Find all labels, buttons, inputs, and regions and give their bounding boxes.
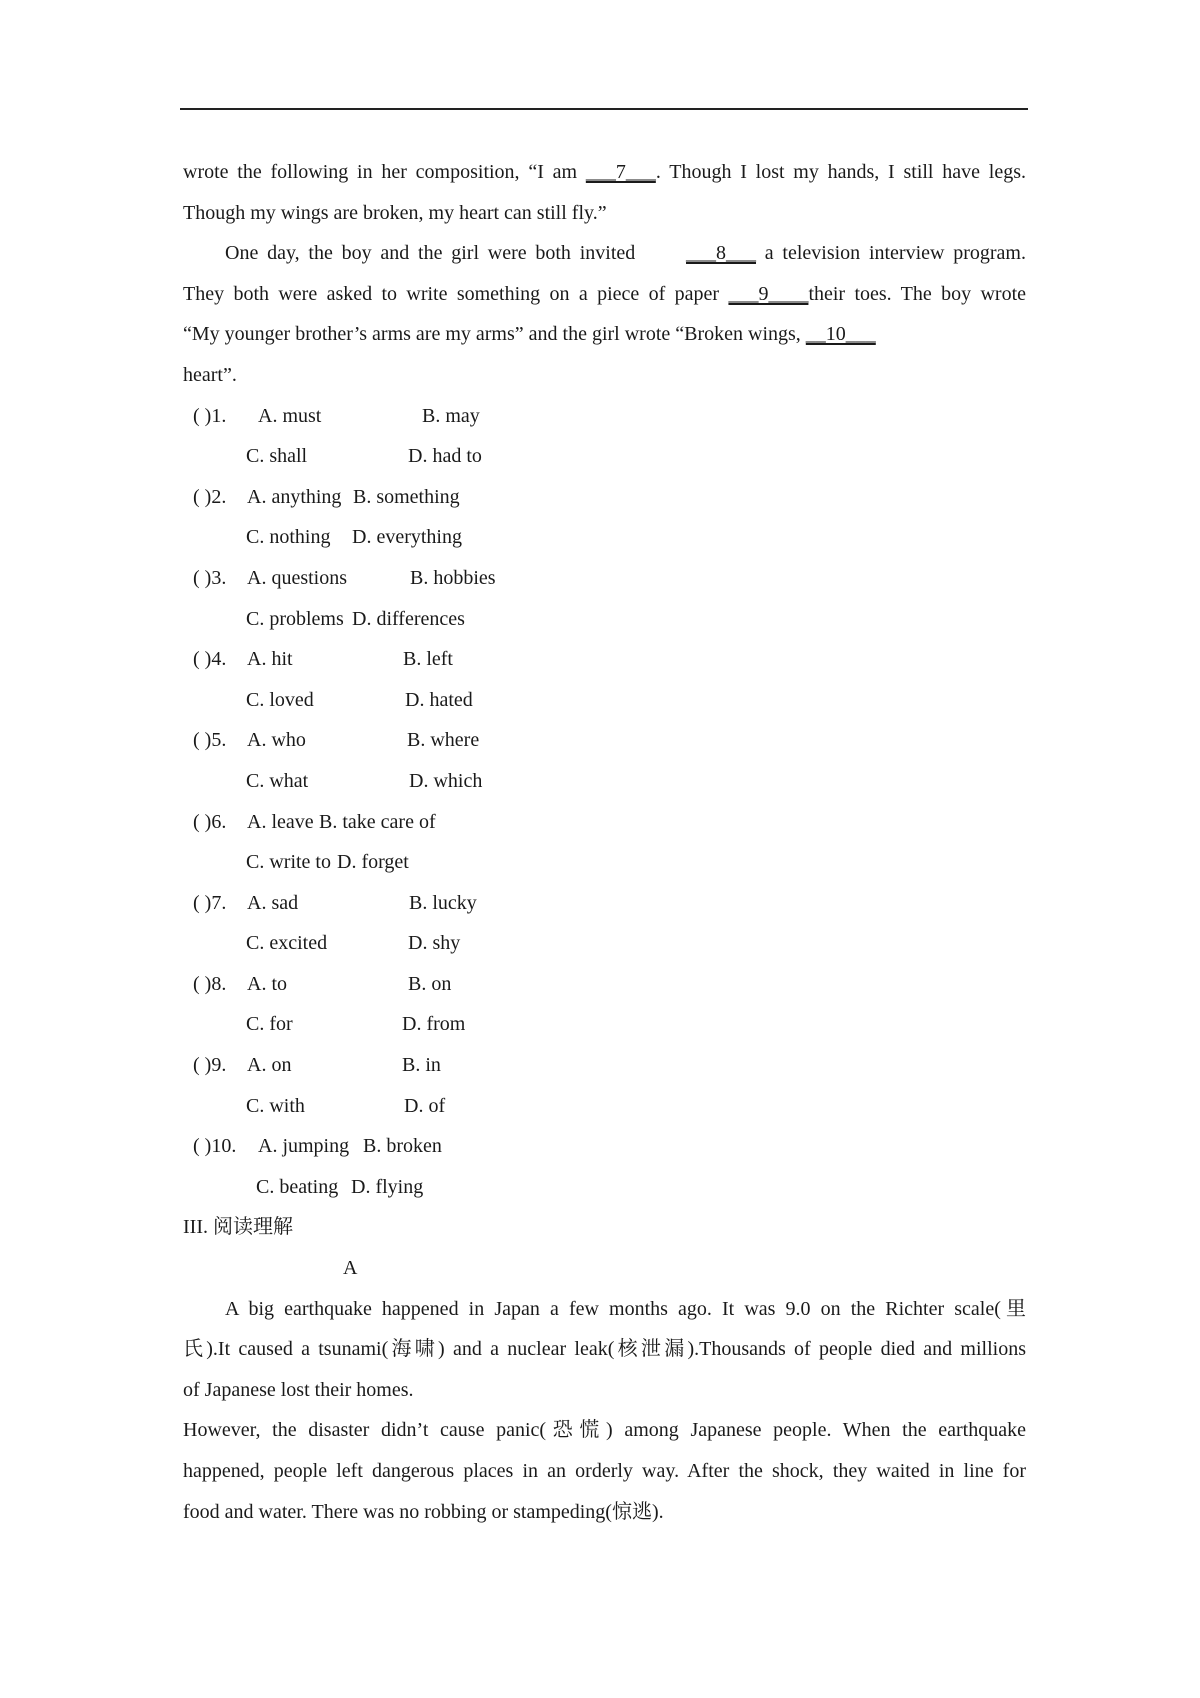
question-row-8 [183,964,1026,1005]
option-c[interactable]: C. write to [246,851,331,874]
passage-line-5: “My younger brother’s arms are my arms” and the girl wrote “Broken wings, __10___ [183,314,1026,355]
option-c[interactable]: C. for [246,1013,293,1036]
question-list [183,396,1026,1208]
option-b[interactable]: B. in [402,1054,441,1077]
option-d[interactable]: D. of [404,1094,446,1117]
passage-line-2: Though my wings are broken, my heart can still fly.” [183,201,607,224]
option-c[interactable]: C. beating [256,1175,339,1198]
question-number[interactable]: ( )9. [193,1054,227,1077]
reading-line-5: happened, people left dangerous places in an orderly way. After the shock, they waited in line for [183,1460,1026,1482]
option-b[interactable]: B. may [422,404,480,427]
question-number[interactable]: ( )10. [193,1135,237,1158]
question-row-5 [183,720,1026,761]
question-row-9 [183,1045,1026,1086]
header-rule [180,108,1028,110]
option-a[interactable]: A. hit [247,648,293,671]
question-number[interactable]: ( )7. [193,891,227,914]
reading-line-2: 氏).It caused a tsunami(海啸) and a nuclear leak(核泄漏).Thousands of people died and millions [183,1338,1026,1361]
option-a[interactable]: A. anything [247,485,342,508]
question-number[interactable]: ( )5. [193,729,227,752]
option-c[interactable]: C. loved [246,688,314,711]
passage-label: A [343,1257,358,1280]
question-row-7-cd [183,923,1026,964]
question-number[interactable]: ( )3. [193,566,227,589]
option-a[interactable]: A. leave [247,810,314,833]
option-a[interactable]: A. questions [247,566,347,589]
option-c[interactable]: C. shall [246,445,308,468]
question-row-4 [183,639,1026,680]
question-row-10 [183,1126,1026,1167]
option-a[interactable]: A. who [247,729,306,752]
question-row-6-cd [183,842,1026,883]
option-a[interactable]: A. to [247,972,287,995]
question-row-5-cd [183,761,1026,802]
question-row-1 [183,396,1026,437]
question-row-8-cd [183,1004,1026,1045]
question-number[interactable]: ( )1. [193,404,227,427]
option-d[interactable]: D. everything [352,526,462,549]
option-b[interactable]: B. broken [363,1135,442,1158]
option-a[interactable]: A. jumping [258,1135,350,1158]
blank-9[interactable]: ___9____ [728,282,809,305]
question-number[interactable]: ( )2. [193,485,227,508]
blank-8[interactable]: ___8___ [686,242,757,265]
reading-line-6: food and water. There was no robbing or stampeding(惊逃). [183,1500,664,1523]
blank-7[interactable]: ___7___ [585,161,656,183]
passage-line-4: They both were asked to write something on a piece of paper ___9____their toes. The boy wrote [183,274,1026,315]
question-row-2-cd [183,517,1026,558]
question-row-4-cd [183,680,1026,721]
option-c[interactable]: C. with [246,1094,305,1117]
option-d[interactable]: D. hated [405,688,473,711]
option-d[interactable]: D. forget [337,851,409,874]
question-row-6 [183,802,1026,843]
option-a[interactable]: A. sad [247,891,299,914]
option-a[interactable]: A. must [258,404,322,427]
reading-line-1: A big earthquake happened in Japan a few months ago. It was 9.0 on the Richter scale(里 [225,1297,1026,1320]
passage-line-1: wrote the following in her composition, “I am ___7___. Though I lost my hands, I still have legs. [183,152,1026,193]
option-b[interactable]: B. left [403,648,453,671]
question-number[interactable]: ( )4. [193,648,227,671]
section-heading: III. 阅读理解 [183,1216,293,1239]
option-c[interactable]: C. problems [246,607,344,630]
option-d[interactable]: D. from [402,1013,466,1036]
option-d[interactable]: D. flying [351,1175,424,1198]
blank-10[interactable]: __10___ [805,323,876,346]
option-d[interactable]: D. had to [408,445,482,468]
option-d[interactable]: D. which [409,769,483,792]
option-b[interactable]: B. on [408,972,452,995]
question-row-9-cd [183,1086,1026,1127]
option-b[interactable]: B. hobbies [410,566,496,589]
option-b[interactable]: B. lucky [409,891,477,914]
option-c[interactable]: C. what [246,769,309,792]
option-b[interactable]: B. something [353,485,460,508]
question-row-7 [183,883,1026,924]
question-row-1-cd [183,436,1026,477]
reading-line-3: of Japanese lost their homes. [183,1378,414,1401]
question-row-3-cd [183,599,1026,640]
option-c[interactable]: C. nothing [246,526,331,549]
question-row-3 [183,558,1026,599]
option-a[interactable]: A. on [247,1054,292,1077]
option-b[interactable]: B. where [407,729,480,752]
reading-line-4: However, the disaster didn’t cause panic(恐慌) among Japanese people. When the earthquake [183,1419,1026,1442]
option-d[interactable]: D. shy [408,932,461,955]
question-number[interactable]: ( )8. [193,972,227,995]
passage-line-3: One day, the boy and the girl were both invited ___8___ a television interview program. [183,233,1026,274]
passage-line-6: heart”. [183,363,237,386]
option-d[interactable]: D. differences [352,607,465,630]
question-row-10-cd [183,1167,1026,1208]
option-b[interactable]: B. take care of [319,810,436,833]
question-row-2 [183,477,1026,518]
question-number[interactable]: ( )6. [193,810,227,833]
option-c[interactable]: C. excited [246,932,328,955]
document-body [183,152,1026,1532]
